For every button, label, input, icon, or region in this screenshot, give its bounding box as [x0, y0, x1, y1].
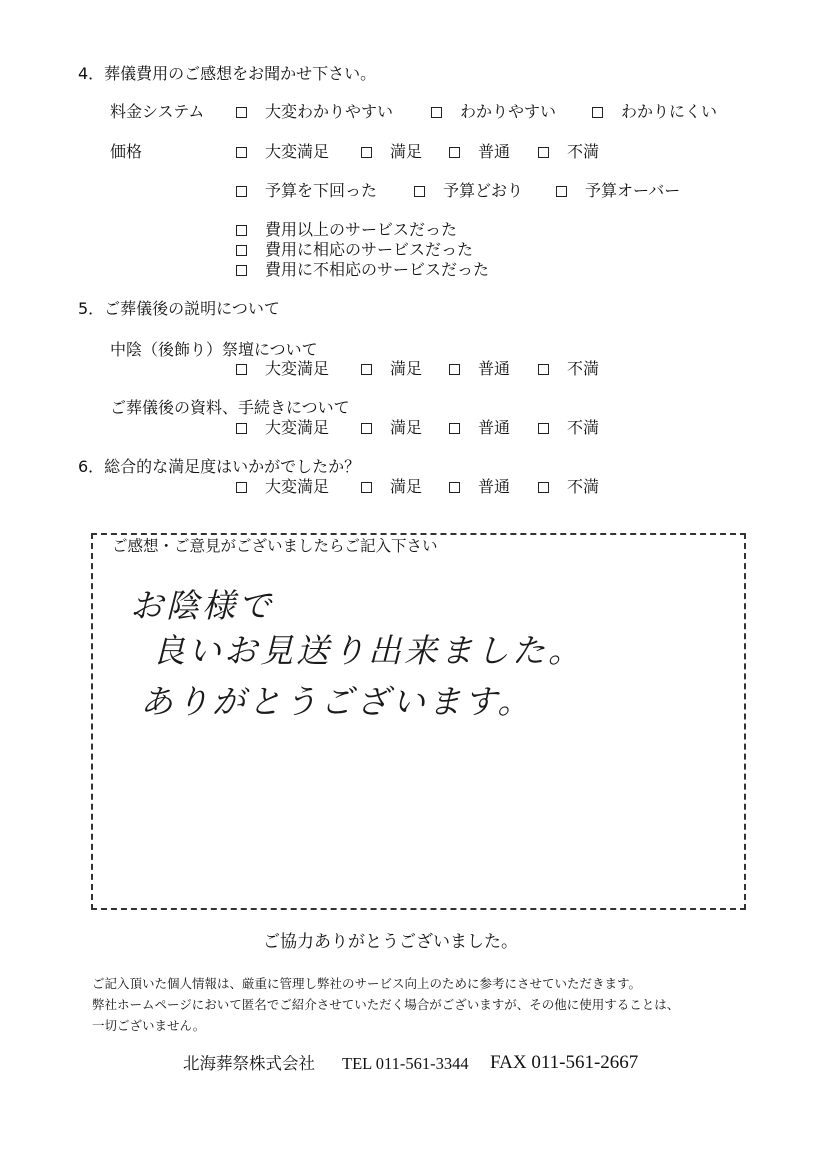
checkbox-icon: [538, 482, 549, 493]
q4-budget-option-1[interactable]: 予算を下回った: [236, 183, 377, 199]
q6-option-2[interactable]: 満足: [361, 479, 422, 495]
q6-option-1[interactable]: 大変満足: [236, 479, 329, 495]
comment-label: ご感想・ご意見がございましたらご記入下さい: [112, 537, 438, 555]
checkbox-icon: [361, 364, 372, 375]
q4-price-option-2[interactable]: 満足: [361, 144, 422, 160]
q5-docs-option-3[interactable]: 普通: [449, 420, 510, 436]
q6-option-3[interactable]: 普通: [449, 479, 510, 495]
checkbox-icon: [538, 147, 549, 158]
q5-docs-label: ご葬儀後の資料、手続きについて: [110, 398, 350, 417]
checkbox-icon: [592, 107, 603, 118]
checkbox-icon: [236, 265, 247, 276]
checkbox-icon: [361, 147, 372, 158]
checkbox-icon: [414, 186, 425, 197]
checkbox-icon: [361, 423, 372, 434]
q4-value-option-3[interactable]: 費用に不相応のサービスだった: [236, 262, 489, 278]
checkbox-icon: [361, 482, 372, 493]
q4-system-option-2[interactable]: わかりやすい: [431, 104, 556, 120]
q4-system-label: 料金システム: [110, 102, 205, 121]
comment-handwritten-line-2: 良いお見送り出来ました。: [152, 631, 584, 670]
q4-price-option-1[interactable]: 大変満足: [236, 144, 329, 160]
q5-title: 5．ご葬儀後の説明について: [78, 299, 280, 318]
q4-budget-option-3[interactable]: 予算オーバー: [556, 183, 680, 199]
checkbox-icon: [449, 147, 460, 158]
q4-value-option-2[interactable]: 費用に相応のサービスだった: [236, 242, 473, 258]
company-fax: FAX 011-561-2667: [490, 1052, 639, 1073]
comment-handwritten-line-1: お陰様で: [130, 586, 274, 625]
q4-system-option-1[interactable]: 大変わかりやすい: [236, 104, 393, 120]
checkbox-icon: [556, 186, 567, 197]
checkbox-icon: [236, 423, 247, 434]
q6-title: 6．総合的な満足度はいかがでしたか？: [78, 457, 361, 476]
q5-altar-label: 中陰（後飾り）祭壇について: [110, 340, 318, 359]
checkbox-icon: [449, 482, 460, 493]
q5-docs-option-2[interactable]: 満足: [361, 420, 422, 436]
q5-docs-option-4[interactable]: 不満: [538, 420, 599, 436]
company-tel: TEL 011-561-3344: [342, 1054, 469, 1073]
privacy-line-3: 一切ございません。: [92, 1018, 206, 1033]
q4-price-option-4[interactable]: 不満: [538, 144, 599, 160]
checkbox-icon: [236, 186, 247, 197]
checkbox-icon: [236, 147, 247, 158]
checkbox-icon: [236, 107, 247, 118]
q5-altar-option-4[interactable]: 不満: [538, 361, 599, 377]
checkbox-icon: [538, 364, 549, 375]
checkbox-icon: [449, 423, 460, 434]
q5-altar-option-2[interactable]: 満足: [361, 361, 422, 377]
company-name: 北海葬祭株式会社: [183, 1054, 315, 1073]
checkbox-icon: [236, 245, 247, 256]
q5-altar-option-3[interactable]: 普通: [449, 361, 510, 377]
thanks-message: ご協力ありがとうございました。: [263, 932, 518, 952]
comment-handwritten-line-3: ありがとうございます。: [140, 682, 534, 721]
checkbox-icon: [236, 482, 247, 493]
q4-value-option-1[interactable]: 費用以上のサービスだった: [236, 222, 457, 238]
q4-title: 4．葬儀費用のご感想をお聞かせ下さい。: [78, 64, 377, 83]
q6-option-4[interactable]: 不満: [538, 479, 599, 495]
privacy-line-2: 弊社ホームページにおいて匿名でご紹介させていただく場合がございますが、その他に使用することは、: [92, 997, 680, 1012]
q4-price-option-3[interactable]: 普通: [449, 144, 510, 160]
checkbox-icon: [449, 364, 460, 375]
privacy-line-1: ご記入頂いた個人情報は、厳重に管理し弊社のサービス向上のために参考にさせていただきます。: [92, 976, 642, 991]
q4-budget-option-2[interactable]: 予算どおり: [414, 183, 523, 199]
checkbox-icon: [431, 107, 442, 118]
checkbox-icon: [236, 364, 247, 375]
q5-docs-option-1[interactable]: 大変満足: [236, 420, 329, 436]
q4-system-option-3[interactable]: わかりにくい: [592, 104, 717, 120]
checkbox-icon: [538, 423, 549, 434]
q4-price-label: 価格: [110, 142, 143, 161]
q5-altar-option-1[interactable]: 大変満足: [236, 361, 329, 377]
checkbox-icon: [236, 225, 247, 236]
